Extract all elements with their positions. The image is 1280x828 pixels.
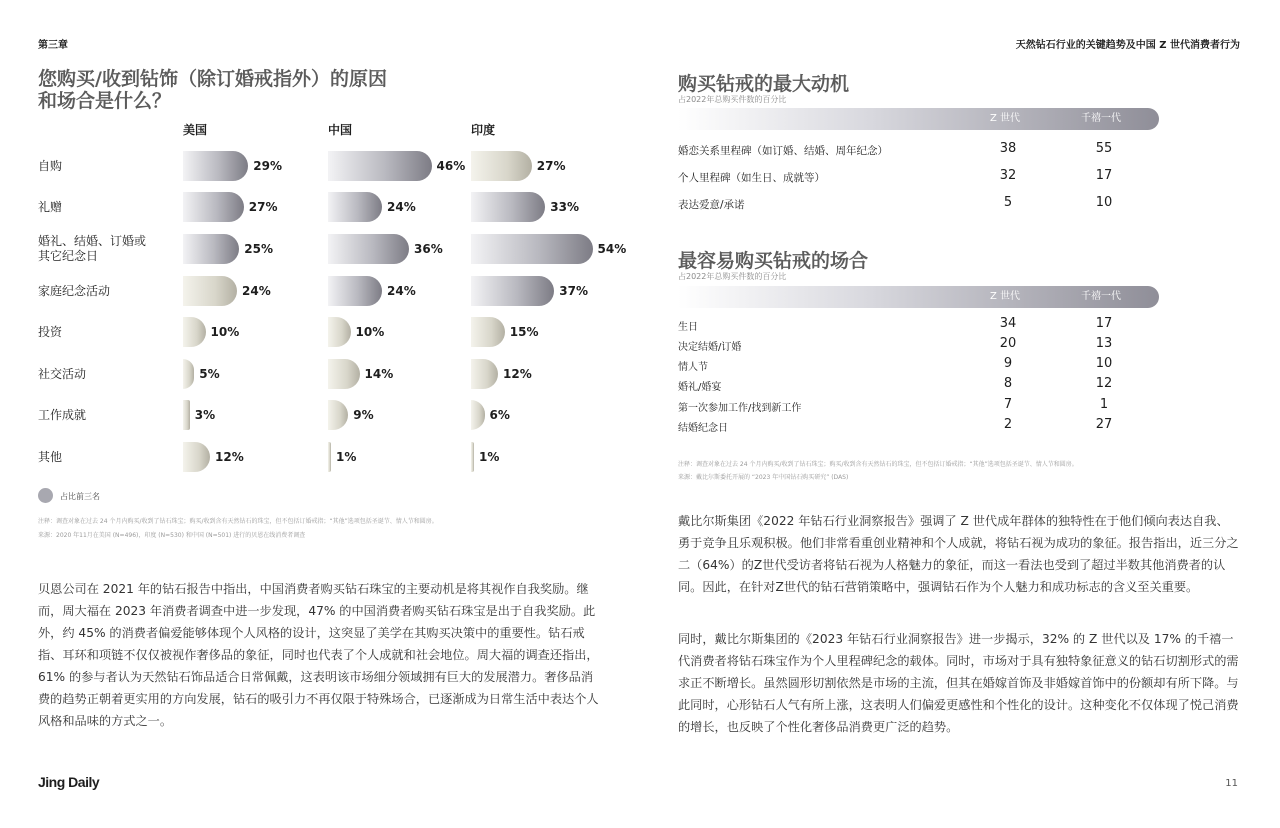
row-label: 工作成就 bbox=[38, 408, 87, 422]
country-header-in: 印度 bbox=[471, 123, 496, 137]
bar-印度-3 bbox=[471, 276, 554, 306]
bar-印度-1 bbox=[471, 192, 545, 222]
table-cell-millennial: 17 bbox=[1095, 168, 1113, 183]
bar-value-label: 1% bbox=[336, 450, 357, 464]
bar-value-label: 3% bbox=[194, 408, 216, 422]
bar-value-label: 25% bbox=[244, 242, 273, 256]
row-label: 社交活动 bbox=[38, 367, 87, 381]
table2-title: 最容易购买钻戒的场合 bbox=[678, 250, 869, 272]
bar-美国-7 bbox=[183, 442, 210, 472]
table-cell-millennial: 10 bbox=[1095, 195, 1113, 210]
row-label: 礼赠 bbox=[38, 200, 63, 214]
bar-value-label: 5% bbox=[199, 367, 220, 381]
table-cell-gen-z: 38 bbox=[999, 141, 1017, 156]
bar-美国-4 bbox=[183, 317, 206, 347]
table1-header bbox=[678, 108, 1159, 130]
row-label: 自购 bbox=[38, 159, 63, 173]
bar-value-label: 1% bbox=[479, 450, 500, 464]
table2-header bbox=[678, 286, 1159, 308]
table-cell-millennial: 13 bbox=[1095, 336, 1113, 351]
bar-中国-0 bbox=[328, 151, 432, 181]
bar-美国-3 bbox=[183, 276, 237, 306]
bar-中国-2 bbox=[328, 234, 409, 264]
bar-value-label: 9% bbox=[353, 408, 374, 422]
table2-col-millennial: 千禧一代 bbox=[1081, 291, 1121, 302]
right-note: 注释：调查对象在过去 24 个月内购买/收到了钻石珠宝；购买/收到含有天然钻石的珠宝，但不包括订婚戒指；“其他”选项包括圣诞节、情人节和圆房。 bbox=[678, 461, 1078, 468]
bar-中国-6 bbox=[328, 400, 348, 430]
chapter-label: 第三章 bbox=[38, 40, 68, 51]
bar-value-label: 36% bbox=[414, 242, 443, 256]
table-row-label: 结婚纪念日 bbox=[678, 423, 728, 434]
table1-subtitle: 占2022年总购买件数的百分比 bbox=[678, 95, 787, 104]
bar-美国-2 bbox=[183, 234, 239, 264]
table-cell-gen-z: 32 bbox=[999, 168, 1017, 183]
bar-value-label: 24% bbox=[387, 284, 416, 298]
bar-value-label: 24% bbox=[242, 284, 271, 298]
report-title: 天然钻石行业的关键趋势及中国 Z 世代消费者行为 bbox=[1015, 40, 1240, 51]
bar-印度-4 bbox=[471, 317, 505, 347]
table1-title: 购买钻戒的最大动机 bbox=[678, 73, 850, 95]
table-row-label: 情人节 bbox=[678, 362, 708, 373]
table-cell-gen-z: 2 bbox=[1003, 417, 1013, 432]
bar-value-label: 37% bbox=[559, 284, 588, 298]
bar-印度-2 bbox=[471, 234, 593, 264]
right-body-paragraph-1: 戴比尔斯集团《2022 年钻石行业洞察报告》强调了 Z 世代成年群体的独特性在于他们倾向表达自我、勇于竞争且乐观积极。他们非常看重创业精神和个人成就，将钻石视为成功的象征。报告指出，近三分之二（64%）的Z世代受访者将钻石视为人格魅力的象征，而这一看法也受到了超过半数其他消费者的认同。因此，在针对Z世代的钻石营销策略中，强调钻石作为个人魅力和成功标志的含义至关重要。 bbox=[678, 514, 1239, 594]
bar-中国-1 bbox=[328, 192, 382, 222]
bar-value-label: 15% bbox=[509, 325, 539, 339]
table-cell-gen-z: 8 bbox=[1003, 376, 1013, 391]
legend-label: 占比前三名 bbox=[60, 492, 100, 501]
table-cell-millennial: 17 bbox=[1095, 316, 1113, 331]
bar-中国-3 bbox=[328, 276, 382, 306]
bar-美国-0 bbox=[183, 151, 248, 181]
table-cell-gen-z: 9 bbox=[1003, 356, 1013, 371]
table-cell-millennial: 55 bbox=[1095, 141, 1113, 156]
bar-value-label: 54% bbox=[597, 242, 627, 256]
bar-value-label: 24% bbox=[387, 200, 416, 214]
row-label: 其他 bbox=[38, 450, 63, 464]
left-note: 注释：调查对象在过去 24 个月内购买/收到了钻石珠宝；购买/收到含有天然钻石的珠宝，但不包括订婚戒指；“其他”选项包括圣诞节、情人节和圆房。 bbox=[38, 518, 438, 525]
table-cell-millennial: 10 bbox=[1095, 356, 1113, 371]
bar-value-label: 27% bbox=[536, 159, 566, 173]
bar-中国-4 bbox=[328, 317, 351, 347]
row-label: 家庭纪念活动 bbox=[38, 284, 111, 298]
bar-value-label: 6% bbox=[489, 408, 510, 422]
table-row-label: 第一次参加工作/找到新工作 bbox=[678, 403, 802, 414]
bar-value-label: 12% bbox=[215, 450, 244, 464]
bar-中国-5 bbox=[328, 359, 360, 389]
bar-value-label: 27% bbox=[248, 200, 278, 214]
table-cell-millennial: 12 bbox=[1095, 376, 1113, 391]
bar-美国-1 bbox=[183, 192, 244, 222]
table-cell-millennial: 1 bbox=[1099, 397, 1109, 412]
left-body-paragraph: 贝恩公司在 2021 年的钻石报告中指出，中国消费者购买钻石珠宝的主要动机是将其视作自我奖励。继而，周大福在 2023 年消费者调查中进一步发现，47% 的中国消费者购买钻石珠宝是出于自我奖励。此外，约 45% 的消费者偏爱能够体现个人风格的设计，这突显了美学在其购买决策中的重要性。钻石戒指、耳环和项链不仅仅被视作奢侈品的象征，同时也代表了个人成就和社会地位。周大福的调查还指出，61% 的参与者认为天然钻石饰品适合日常佩戴，这表明该市场细分领域拥有巨大的发展潜力。奢侈品消费的趋势正朝着更实用的方向发展，钻石的吸引力不再仅限于特殊场合，已逐渐成为日常生活中表达个人风格和品味的方式之一。 bbox=[38, 582, 599, 728]
table-row-label: 生日 bbox=[678, 322, 698, 333]
bar-印度-5 bbox=[471, 359, 498, 389]
table-row-label: 个人里程碑（如生日、成就等） bbox=[678, 172, 825, 184]
bar-印度-7 bbox=[471, 442, 474, 472]
bar-美国-5 bbox=[183, 359, 194, 389]
bar-value-label: 29% bbox=[253, 159, 282, 173]
legend-dot-icon bbox=[38, 488, 53, 503]
table-row-label: 婚礼/婚宴 bbox=[678, 382, 722, 393]
table1-col-millennial: 千禧一代 bbox=[1081, 113, 1121, 124]
bar-chart-area bbox=[0, 0, 640, 480]
bar-中国-7 bbox=[328, 442, 331, 472]
bar-印度-0 bbox=[471, 151, 532, 181]
country-header-us: 美国 bbox=[183, 123, 208, 137]
table-row-label: 婚恋关系里程碑（如订婚、结婚、周年纪念） bbox=[678, 145, 888, 157]
table-cell-gen-z: 5 bbox=[1003, 195, 1013, 210]
bar-印度-6 bbox=[471, 400, 485, 430]
left-source: 来源：2020 年11月在美国 (N=496)，印度 (N=530) 和中国 (N=501) 进行的贝恩在线消费者调查 bbox=[38, 532, 306, 539]
country-header-cn: 中国 bbox=[328, 123, 353, 137]
table-cell-millennial: 27 bbox=[1095, 417, 1113, 432]
table-cell-gen-z: 34 bbox=[999, 316, 1017, 331]
bar-value-label: 46% bbox=[436, 159, 466, 173]
table2-col-gen-z: Z 世代 bbox=[990, 291, 1021, 302]
right-body-paragraph-2: 同时，戴比尔斯集团的《2023 年钻石行业洞察报告》进一步揭示，32% 的 Z 世代以及 17% 的千禧一代消费者将钻石珠宝作为个人里程碑纪念的载体。同时，市场对于具有独特象征意义的钻石切割形式的需求正不断增长。虽然圆形切割依然是市场的主流，但其在婚嫁首饰及非婚嫁首饰中的份额却有所下降。与此同时，心形钻石人气有所上涨，这表明人们偏爱更感性和个性化的设计。这种变化不仅体现了悦己消费的增长，也反映了个性化奢侈品消费更广泛的趋势。 bbox=[678, 632, 1239, 734]
table-row-label: 表达爱意/承诺 bbox=[678, 199, 745, 211]
table2-subtitle: 占2022年总购买件数的百分比 bbox=[678, 272, 787, 281]
table-cell-gen-z: 7 bbox=[1003, 397, 1013, 412]
bar-美国-6 bbox=[183, 400, 190, 430]
table-row-label: 决定结婚/订婚 bbox=[678, 342, 742, 353]
bar-value-label: 10% bbox=[355, 325, 385, 339]
left-chart-title-line1: 您购买/收到钻饰（除订婚戒指外）的原因 bbox=[38, 68, 387, 90]
row-label: 婚礼、结婚、订婚或 其它纪念日 bbox=[38, 234, 147, 263]
bar-value-label: 12% bbox=[503, 367, 532, 381]
bar-value-label: 33% bbox=[550, 200, 579, 214]
table1-col-gen-z: Z 世代 bbox=[990, 113, 1021, 124]
bar-value-label: 10% bbox=[210, 325, 240, 339]
page-number: 11 bbox=[1225, 778, 1238, 789]
table-cell-gen-z: 20 bbox=[999, 336, 1017, 351]
row-label: 投资 bbox=[38, 325, 63, 339]
right-source: 来源：戴比尔斯委托开展的 “2023 年中国钻石购买研究” (DAS) bbox=[678, 474, 849, 481]
left-chart-title-line2: 和场合是什么？ bbox=[38, 90, 172, 112]
jing-daily-logo: Jing Daily bbox=[38, 774, 100, 790]
bar-value-label: 14% bbox=[364, 367, 394, 381]
